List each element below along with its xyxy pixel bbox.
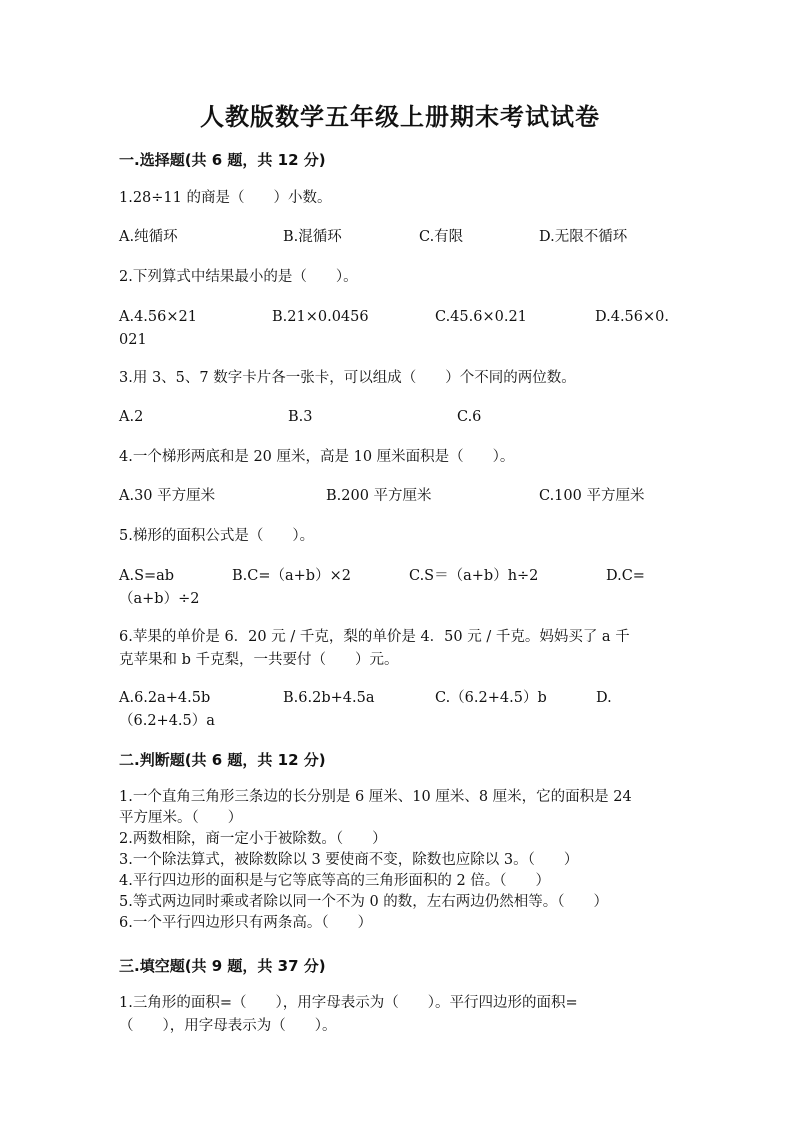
fill-blank-line: （ ），用字母表示为（ ）。	[119, 1018, 337, 1034]
question-6-stem	[119, 626, 679, 672]
judgement-line: 平方厘米。（ ）	[119, 810, 243, 826]
question-1-stem: 1.28÷11 的商是（ ）小数。	[119, 190, 332, 206]
option-c: C.45.6×0.21	[435, 309, 527, 325]
question-3-stem: 3.用 3、5、7 数字卡片各一张卡，可以组成（ ）个不同的两位数。	[119, 370, 576, 386]
option-d: D.C=	[606, 568, 645, 584]
option-b: B.21×0.0456	[272, 309, 369, 325]
judgement-line: 4.平行四边形的面积是与它等底等高的三角形面积的 2 倍。（ ）	[119, 873, 551, 889]
judgement-line: 3.一个除法算式，被除数除以 3 要使商不变，除数也应除以 3。（ ）	[119, 852, 579, 868]
question-4-stem: 4.一个梯形两底和是 20 厘米，高是 10 厘米面积是（ ）。	[119, 449, 515, 465]
question-2-stem: 2.下列算式中结果最小的是（ ）。	[119, 269, 358, 285]
question-2-options	[119, 306, 679, 352]
section-heading-choice: 一.选择题(共 6 题，共 12 分)	[119, 151, 326, 169]
question-5-options	[119, 565, 679, 611]
option-c: C.100 平方厘米	[539, 488, 645, 504]
option-a: A.6.2a+4.5b	[119, 690, 211, 706]
judgement-line: 6.一个平行四边形只有两条高。（ ）	[119, 915, 373, 931]
option-a: A.纯循环	[119, 229, 178, 245]
option-b: B.C=（a+b）×2	[232, 568, 351, 584]
judgement-line: 5.等式两边同时乘或者除以同一个不为 0 的数，左右两边仍然相等。（ ）	[119, 894, 609, 910]
fill-blank-line: 1.三角形的面积=（ ），用字母表示为（ ）。平行四边形的面积=	[119, 995, 578, 1011]
option-c: C.S＝（a+b）h÷2	[409, 568, 539, 584]
option-b: B.200 平方厘米	[326, 488, 432, 504]
option-c: C.6	[457, 409, 482, 425]
option-d-continuation: 021	[119, 332, 147, 348]
section-heading-judgement: 二.判断题(共 6 题，共 12 分)	[119, 751, 326, 769]
question-5-stem: 5.梯形的面积公式是（ ）。	[119, 528, 315, 544]
option-d-continuation: （a+b）÷2	[119, 591, 200, 607]
option-d-continuation: （6.2+4.5）a	[119, 713, 215, 729]
option-a: A.30 平方厘米	[119, 488, 216, 504]
option-a: A.2	[119, 409, 144, 425]
question-6-stem-line-1: 6.苹果的单价是 6．20 元 / 千克，梨的单价是 4．50 元 / 千克。妈妈买了 a 千	[119, 629, 630, 645]
judgement-list	[119, 787, 679, 934]
option-b: B.混循环	[283, 229, 342, 245]
judgement-line: 2.两数相除，商一定小于被除数。（ ）	[119, 831, 387, 847]
judgement-line: 1.一个直角三角形三条边的长分别是 6 厘米、10 厘米、8 厘米，它的面积是 24	[119, 789, 632, 805]
fill-blank-question-1	[119, 992, 679, 1038]
section-heading-fill-blank: 三.填空题(共 9 题，共 37 分)	[119, 957, 326, 975]
option-c: C.有限	[419, 229, 464, 245]
option-b: B.6.2b+4.5a	[283, 690, 375, 706]
question-6-stem-line-2: 克苹果和 b 千克梨，一共要付（ ）元。	[119, 652, 399, 668]
option-d: D.4.56×0.	[595, 309, 669, 325]
option-a: A.S=ab	[119, 568, 175, 584]
option-b: B.3	[288, 409, 313, 425]
exam-title: 人教版数学五年级上册期末考试试卷	[200, 102, 600, 131]
option-a: A.4.56×21	[119, 309, 197, 325]
option-d: D.无限不循环	[539, 229, 628, 245]
option-d: D.	[596, 690, 612, 706]
question-6-options	[119, 687, 679, 733]
option-c: C.（6.2+4.5）b	[435, 690, 547, 706]
